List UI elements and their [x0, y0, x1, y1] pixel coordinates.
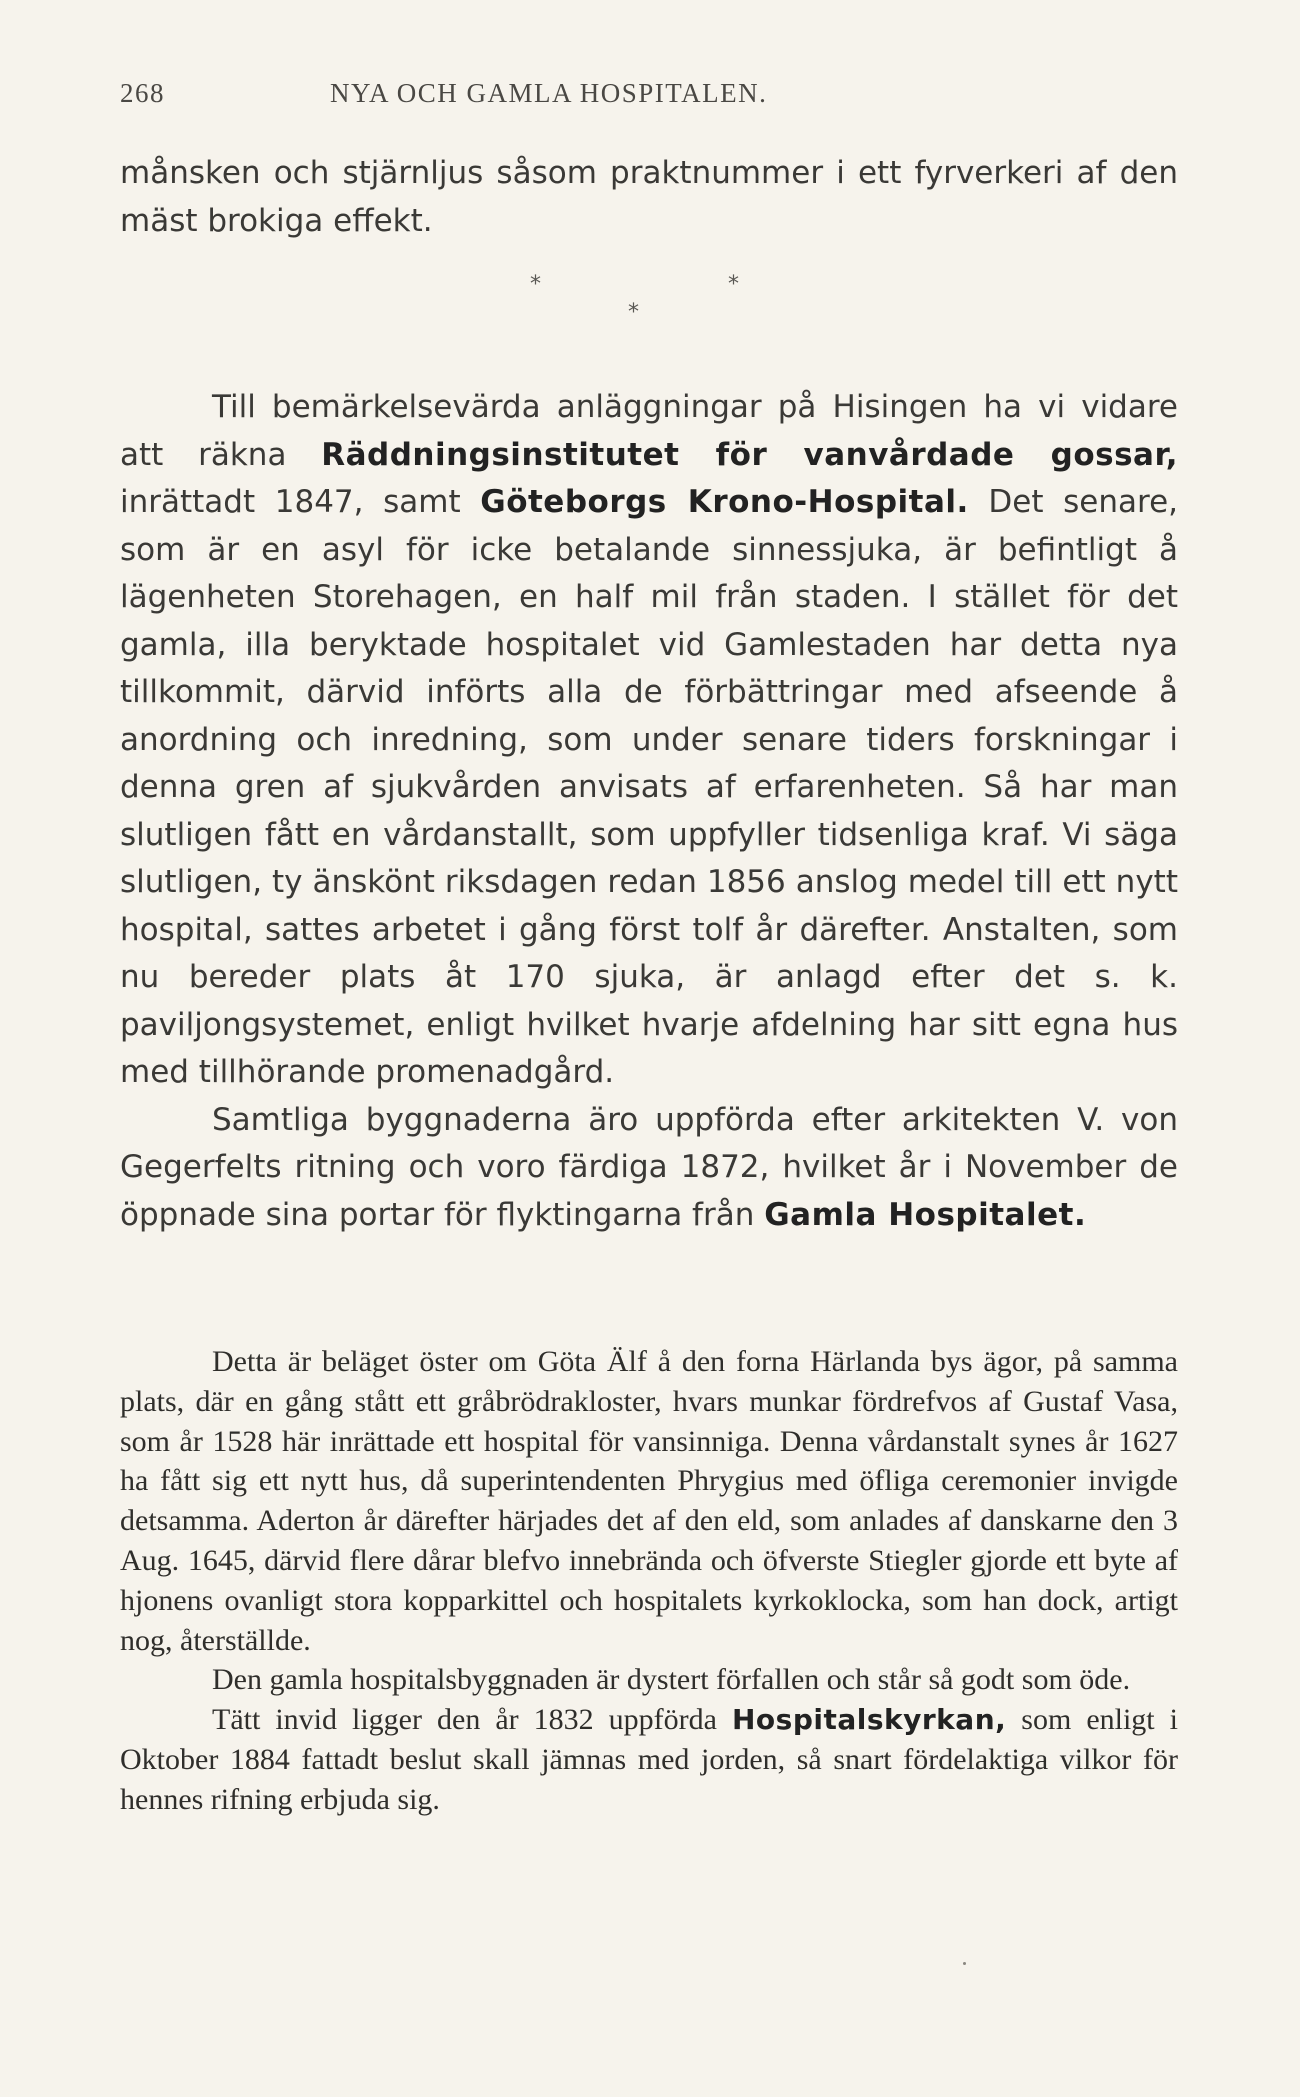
separator-star: *	[728, 272, 739, 297]
text-run: Samtliga byggnaderna äro uppförda efter arkitekten V. von Gegerfelts ritning och voro färdiga 1872, hvilket år i November de öppnade sina portar för flyktingarna från	[120, 1101, 1178, 1233]
continuation-text: månsken och stjärnljus såsom praktnummer i ett fyrverkeri af den mäst brokiga effekt.	[120, 155, 1178, 239]
text-run: som enligt i Oktober 1884 fattadt beslut skall jämnas med jorden, så snart fördelaktiga vilkor för hennes rifning erbjuda sig.	[120, 1703, 1178, 1816]
running-head: NYA OCH GAMLA HOSPITALEN.	[330, 78, 768, 108]
main-section	[120, 384, 1178, 1239]
text-run: Tätt invid ligger den år 1832 uppförda	[212, 1703, 732, 1737]
bold-term-krono-hospital: Göteborgs Krono-Hospital.	[480, 484, 969, 520]
paragraph-kronohospital	[120, 384, 1178, 1097]
continuation-paragraph	[120, 150, 1178, 245]
paragraph-forfallen: Den gamla hospitalsbyggnaden är dystert förfallen och står så godt som öde.	[212, 1663, 1131, 1697]
paper-speck	[963, 1962, 966, 1965]
page-header	[120, 78, 1180, 118]
separator-star: *	[628, 300, 639, 325]
paragraph-gamla-hospitalet-history: Detta är beläget öster om Göta Älf å den forna Härlanda bys ägor, på samma plats, där en gång stått ett gråbrödrakloster, hvars munkar fördrefvos af Gustaf Vasa, som år 1528 här inrättade ett hospital för vansinniga. Denna vårdanstalt synes år 1627 ha fått sig ett nytt hus, då superintendenten Phrygius med öfliga ceremonier invigde detsamma. Aderton år därefter härjades det af den eld, som anlades af danskarne den 3 Aug. 1645, därvid flere dårar blefvo innebrända och öfverste Stiegler gjorde ett byte af hjonens ovanligt stora kopparkittel och hospitalets kyrkoklocka, som han dock, artigt nog, återställde.	[120, 1345, 1178, 1657]
section-separator	[0, 272, 1300, 332]
bold-term-hospitalskyrkan: Hospitalskyrkan,	[731, 1703, 1007, 1737]
page-number: 268	[120, 78, 165, 108]
text-run: inrättadt 1847, samt	[120, 484, 481, 520]
text-run: Till bemärkelsevärda anläggningar på Hisingen ha vi vidare att räkna	[120, 389, 1178, 473]
bold-term-raddningsinstitutet: Räddningsinstitutet för vanvårdade gossar,	[321, 436, 1178, 473]
bold-term-gamla-hospitalet: Gamla Hospitalet.	[764, 1196, 1087, 1233]
text-run: Det senare, som är en asyl för icke betalande sinnessjuka, är befintligt å lägenheten Storehagen, en half mil från staden. I stället för det gamla, illa beryktade hospitalet vid Gamlestaden har detta nya tillkommit, därvid införts alla de förbättringar med afseende å anordning och inredning, som under senare tiders forskningar i denna gren af sjukvården anvisats af erfarenheten. Så har man slutligen fått en vårdanstallt, som uppfyller tidsenliga kraf. Vi säga slutligen, ty änskönt riksdagen redan 1856 anslog medel till ett nytt hospital, sattes arbetet i gång först tolf år därefter. Anstalten, som nu bereder plats åt 170 sjuka, är anlagd efter det s. k. paviljongsystemet, enligt hvilket hvarje afdelning har sitt egna hus med tillhörande promenadgård.	[120, 484, 1179, 1090]
paragraph-byggnaderna	[120, 1097, 1178, 1240]
separator-star: *	[530, 272, 541, 297]
small-print-section	[120, 1342, 1178, 1820]
paragraph-hospitalskyrkan	[120, 1700, 1178, 1819]
